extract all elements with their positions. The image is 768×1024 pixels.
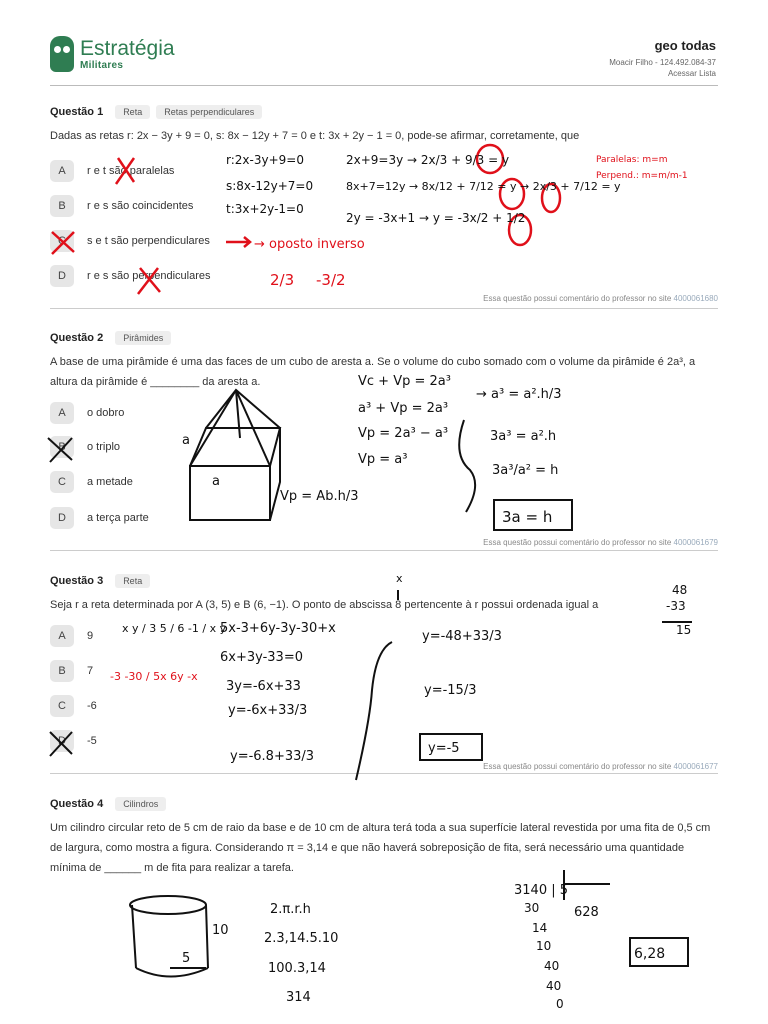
topic-tag[interactable]: Pirâmides [115, 331, 171, 345]
option-text: a metade [87, 476, 133, 488]
list-title: geo todas [654, 38, 716, 53]
option-letter[interactable]: B [50, 660, 74, 682]
division-step: 40 [544, 959, 560, 973]
option-letter[interactable]: A [50, 625, 74, 647]
option-text: s e t são perpendiculares [87, 235, 210, 247]
option-d[interactable] [50, 730, 97, 752]
professor-comment-note [483, 762, 718, 771]
answer-box [630, 938, 688, 966]
eq-s: s:8x-12y+7=0 [226, 179, 314, 193]
question-number: Questão 1 [50, 106, 104, 118]
option-letter[interactable]: A [50, 160, 74, 182]
option-text: 7 [87, 665, 94, 677]
question-statement: Dadas as retas r: 2x − 3y + 9 = 0, s: 8x − 12y + 7 = 0 e t: 3x + 2y − 1 = 0, pode-se afirmar, corretamente, que [50, 130, 580, 142]
option-letter[interactable]: D [50, 507, 74, 529]
label-a: a [212, 474, 220, 489]
division-step: 30 [524, 901, 540, 915]
option-letter[interactable]: C [50, 230, 74, 252]
circle-mark [500, 179, 524, 209]
circle-mark [542, 184, 560, 212]
eq-6: y=-48+33/3 [422, 629, 502, 644]
owl-logo-icon [50, 36, 74, 72]
division: 3140 | 5 [514, 883, 568, 898]
eq-answer: 3a = h [502, 508, 553, 526]
option-letter[interactable]: D [50, 265, 74, 287]
professor-comment-note [483, 294, 718, 303]
division-step: 14 [532, 921, 548, 935]
option-letter[interactable]: B [50, 436, 74, 458]
professor-comment-note [483, 538, 718, 547]
question-4 [50, 796, 718, 878]
brand-name: Estratégia [80, 36, 175, 60]
eq-1: 2.π.r.h [270, 902, 311, 917]
topic-tag[interactable]: Reta [115, 574, 150, 588]
option-c[interactable] [50, 471, 133, 493]
note-fraction-2: -3/2 [316, 271, 346, 289]
page-header [50, 34, 718, 86]
eq-6: 3a³ = a².h [490, 429, 557, 444]
option-c[interactable] [50, 695, 97, 717]
topic-tag[interactable]: Reta [115, 105, 150, 119]
option-letter[interactable]: C [50, 471, 74, 493]
radius-label: 5 [182, 951, 191, 966]
answer-box [420, 734, 482, 760]
brand-logo[interactable] [50, 36, 175, 72]
eq-1: Vc + Vp = 2a³ [358, 374, 451, 389]
note-perpendicular-rule: Perpend.: m=m/m-1 [596, 171, 688, 181]
answer: 6,28 [634, 946, 666, 962]
option-text: r e s são coincidentes [87, 200, 194, 212]
divider [50, 773, 718, 774]
option-letter[interactable]: B [50, 195, 74, 217]
sub-mid: -33 [666, 599, 686, 613]
option-text: o dobro [87, 407, 125, 419]
height-label: 10 [212, 923, 229, 938]
option-letter[interactable]: C [50, 695, 74, 717]
eq-r: r:2x-3y+9=0 [226, 153, 304, 167]
eq-2: 2.3,14.5.10 [264, 931, 339, 946]
question-number: Questão 4 [50, 798, 104, 810]
point-table: x y / 3 5 / 6 -1 / x y [122, 622, 227, 635]
footnote-text: Essa questão possui comentário do professor no site [483, 294, 672, 303]
quotient: 628 [574, 905, 599, 920]
eq-s-solved: 8x+7=12y → 8x/12 + 7/12 = y → 2x/3 + 7/12 = y [346, 180, 621, 193]
option-b[interactable] [50, 436, 120, 458]
arrow-curve [459, 420, 475, 512]
note-oposto-inverso: → oposto inverso [254, 237, 365, 252]
question-id-link[interactable]: 4000061680 [673, 294, 718, 303]
option-a[interactable] [50, 625, 93, 647]
question-statement: A base de uma pirâmide é uma das faces de um cubo de aresta a. Se o volume do cubo somado com o volume da pirâmide é 2a³, a altura da pirâmide é ________ da aresta a. [50, 356, 696, 388]
division-step: 40 [546, 979, 562, 993]
question-number: Questão 2 [50, 332, 104, 344]
division-step: 10 [536, 939, 552, 953]
note-parallel-rule: Paralelas: m=m [596, 155, 668, 165]
eq-7: y=-15/3 [424, 683, 477, 698]
eq-4: Vp = a³ [358, 452, 408, 467]
option-b[interactable] [50, 660, 93, 682]
note-fraction-1: 2/3 [270, 271, 295, 289]
option-text: -5 [87, 735, 97, 747]
option-text: -6 [87, 700, 97, 712]
eq-2: a³ + Vp = 2a³ [358, 401, 449, 416]
eq-vp: Vp = Ab.h/3 [280, 489, 359, 504]
footnote-text: Essa questão possui comentário do professor no site [483, 762, 672, 771]
option-d[interactable] [50, 265, 211, 287]
option-text: 9 [87, 630, 94, 642]
eq-3: 3y=-6x+33 [226, 679, 301, 694]
eq-3: Vp = 2a³ − a³ [358, 426, 449, 441]
division-step: 0 [556, 997, 564, 1011]
question-id-link[interactable]: 4000061677 [673, 762, 718, 771]
option-a[interactable] [50, 160, 174, 182]
eq-7: 3a³/a² = h [492, 463, 559, 478]
option-text: r e s são perpendiculares [87, 270, 211, 282]
divider [50, 308, 718, 309]
cylinder-drawing [130, 870, 688, 977]
user-info: Moacir Filho - 124.492.084-37 [609, 58, 716, 67]
arrow-curve [356, 642, 392, 780]
eq-4: 314 [286, 990, 311, 1005]
eq-5: → a³ = a².h/3 [476, 387, 562, 402]
option-b[interactable] [50, 195, 193, 217]
eq-4: y=-6x+33/3 [228, 703, 308, 718]
eq-1: 5x-3+6y-3y-30+x [220, 621, 336, 636]
option-letter[interactable]: D [50, 730, 74, 752]
cross-product: -3 -30 / 5x 6y -x [110, 670, 198, 683]
eq-2: 6x+3y-33=0 [220, 650, 303, 665]
eq-5: y=-6.8+33/3 [230, 749, 315, 764]
question-statement: Um cilindro circular reto de 5 cm de raio da base e de 10 cm de altura terá toda a sua superfície lateral revestida por uma fita de 0,5 cm de largura, como mostra a figura. Considerando π = 3,14 e que não haverá sobreposição de fita, será necessário uma quantidade mínima de ______ m de fita para realizar a tarefa. [50, 822, 711, 874]
open-list-link[interactable]: Acessar Lista [667, 69, 716, 78]
circle-mark [509, 215, 531, 245]
eq-t: t:3x+2y-1=0 [226, 202, 304, 216]
q3-marks [50, 590, 692, 780]
question-number: Questão 3 [50, 575, 104, 587]
circle-mark [477, 145, 503, 173]
option-text: r e t são paralelas [87, 165, 175, 177]
x-mark: x [396, 572, 403, 585]
option-a[interactable] [50, 402, 124, 424]
option-text: o triplo [87, 441, 121, 453]
sub-result: 15 [676, 623, 692, 637]
eq-t-solved: 2y = -3x+1 → y = -3x/2 + 1/2 [346, 211, 526, 225]
option-c[interactable] [50, 230, 210, 252]
brand-subtitle: Militares [80, 59, 124, 71]
option-letter[interactable]: A [50, 402, 74, 424]
question-id-link[interactable]: 4000061679 [673, 538, 718, 547]
eq-r-solved: 2x+9=3y → 2x/3 + 9/3 = y [346, 153, 510, 167]
topic-tag[interactable]: Retas perpendiculares [156, 105, 262, 119]
eq-answer: y=-5 [428, 741, 460, 756]
answer-box [494, 500, 572, 530]
divider [50, 550, 718, 551]
footnote-text: Essa questão possui comentário do professor no site [483, 538, 672, 547]
eq-3: 100.3,14 [268, 961, 326, 976]
label-a: a [182, 433, 190, 448]
sub-top: 48 [672, 583, 688, 597]
option-d[interactable] [50, 507, 149, 529]
option-text: a terça parte [87, 512, 149, 524]
topic-tag[interactable]: Cilindros [115, 797, 166, 811]
question-statement: Seja r a reta determinada por A (3, 5) e B (6, −1). O ponto de abscissa 8 pertencente à r possui ordenada igual a [50, 599, 599, 611]
arrow-icon [226, 237, 250, 247]
